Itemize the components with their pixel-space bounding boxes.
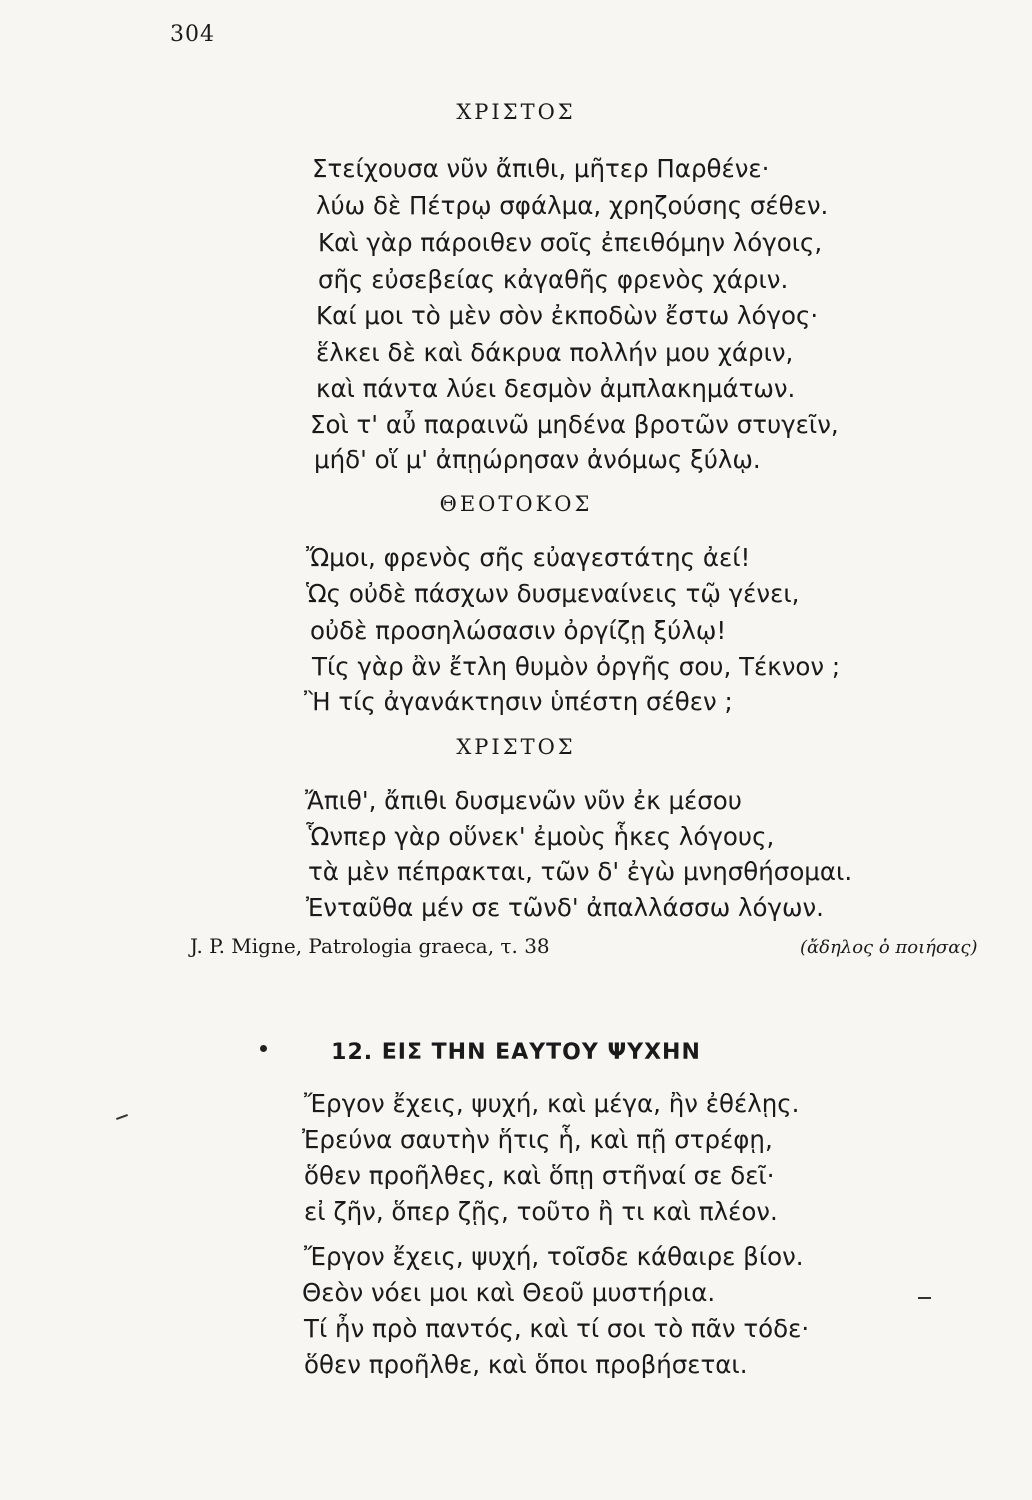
speaker-heading-theotokos: ΘΕΟΤΟΚΟΣ [439,492,593,516]
margin-mark [116,1114,128,1120]
verse-line: Ἔργον ἔχεις, ψυχή, τοῖσδε κάθαιρε βίον. [304,1242,804,1271]
poem-title: 12. ΕΙΣ ΤΗΝ ΕΑΥΤΟΥ ΨΥΧΗΝ [331,1040,701,1065]
page-number: 304 [170,22,215,47]
verse-line: ἕλκει δὲ καὶ δάκρυα πολλήν μου χάριν, [316,338,794,367]
author-attribution: (ἄδηλος ὁ ποιήσας) [800,937,978,958]
verse-line: Ἐρεύνα σαυτὴν ἥτις ἧ, καὶ πῇ στρέφῃ, [302,1125,773,1154]
verse-line: Σοὶ τ' αὖ παραινῶ μηδένα βροτῶν στυγεῖν, [310,410,839,439]
verse-line: καὶ πάντα λύει δεσμὸν ἀμπλακημάτων. [316,374,796,403]
verse-line: Τίς γὰρ ἂν ἔτλη θυμὸν ὀργῆς σου, Τέκνον ; [312,652,841,681]
verse-line: λύω δὲ Πέτρῳ σφάλμα, χρηζούσης σέθεν. [316,191,829,220]
verse-line: Ἄπιθ', ἄπιθι δυσμενῶν νῦν ἐκ μέσου [305,786,742,815]
source-citation: J. P. Migne, Patrologia graeca, τ. 38 [190,934,550,958]
verse-line: Θεὸν νόει μοι καὶ Θεοῦ μυστήρια. [302,1278,716,1307]
verse-line: εἰ ζῆν, ὅπερ ζῇς, τοῦτο ἢ τι καὶ πλέον. [304,1197,778,1226]
verse-line: οὐδὲ προσηλώσασιν ὀργίζῃ ξύλῳ! [310,616,727,645]
margin-mark [918,1297,931,1299]
verse-line: Καὶ γὰρ πάροιθεν σοῖς ἐπειθόμην λόγοις, [318,228,823,257]
verse-line: Ἐνταῦθα μέν σε τῶνδ' ἀπαλλάσσω λόγων. [306,893,824,922]
verse-line: ὅθεν προῆλθες, καὶ ὅπῃ στῆναί σε δεῖ· [304,1161,775,1190]
verse-line: σῆς εὐσεβείας κἀγαθῆς φρενὸς χάριν. [318,265,789,294]
verse-line: Ὡς οὐδὲ πάσχων δυσμεναίνεις τῷ γένει, [306,579,800,608]
verse-line: Τί ἦν πρὸ παντός, καὶ τί σοι τὸ πᾶν τόδε· [304,1314,810,1343]
verse-line: Καί μοι τὸ μὲν σὸν ἐκποδὼν ἔστω λόγος· [316,301,819,330]
speaker-heading-christ: ΧΡΙΣΤΟΣ [456,100,576,124]
verse-line: Ἢ τίς ἀγανάκτησιν ὑπέστη σέθεν ; [304,687,733,716]
verse-line: ὅθεν προῆλθε, καὶ ὅποι προβήσεται. [304,1350,748,1379]
verse-line: Στείχουσα νῦν ἄπιθι, μῆτερ Παρθένε· [312,154,770,183]
verse-line: Ἔργον ἔχεις, ψυχή, καὶ μέγα, ἢν ἐθέλῃς. [304,1089,800,1118]
verse-line: τὰ μὲν πέπρακται, τῶν δ' ἐγὼ μνησθήσομαι. [308,857,853,886]
speaker-heading-christ: ΧΡΙΣΤΟΣ [456,735,576,759]
verse-line: μήδ' οἵ μ' ἀπῃώρησαν ἀνόμως ξύλῳ. [314,445,761,474]
verse-line: Ὤμοι, φρενὸς σῆς εὐαγεστάτης ἀεί! [306,543,751,572]
verse-line: Ὧνπερ γὰρ οὕνεκ' ἐμοὺς ἧκες λόγους, [306,822,775,851]
